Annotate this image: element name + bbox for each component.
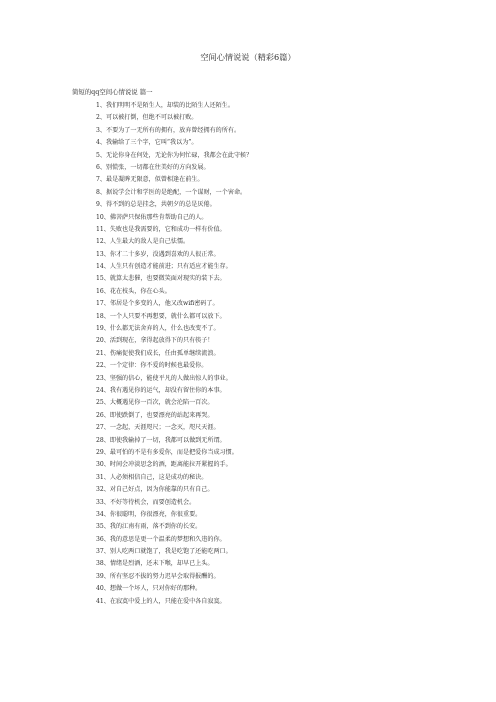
list-item: 29、最可怕的不是有多爱你，而是把爱你当成习惯。 <box>96 448 238 456</box>
list-item: 7、最是凝眸无限意，似曾相逢在前生。 <box>96 176 204 184</box>
list-item: 41、在寂寞中爱上的人，只能在爱中各自寂寞。 <box>96 597 226 605</box>
list-item: 14、人生只有创造才能前进；只有适应才能生存。 <box>96 263 232 271</box>
list-item: 27、一念起，天涯咫尺；一念灭，咫尺天涯。 <box>96 424 220 432</box>
list-item: 20、活到现在，拿得起放得下的只有筷子！ <box>96 337 214 345</box>
section-heading: 简短的qq空间心情说说 篇一 <box>72 88 153 96</box>
list-item: 4、我输给了三个字，它叫“我以为”。 <box>96 139 198 147</box>
list-item: 37、别人吃两口就饱了，我是吃饱了还能吃两口。 <box>96 548 232 556</box>
list-item: 15、就算太悲催，也要微笑面对现实的装下去。 <box>96 275 226 283</box>
list-item: 13、你才二十多岁，没遇到喜欢的人很正常。 <box>96 250 220 258</box>
list-item: 22、一个定律：你不爱的时候也最爱你。 <box>96 362 208 370</box>
list-item: 23、坚强的信心，能使平凡的人做出惊人的事业。 <box>96 374 232 382</box>
list-item: 31、人必须相信自己，这是成功的秘诀。 <box>96 473 208 481</box>
list-item: 17、邻居是个多变的人，他又改wifi密码了。 <box>96 300 219 308</box>
list-item: 5、无论你身在何处，无论你为何忙碌，我都会在此守候？ <box>96 151 253 159</box>
list-item: 36、我的意思是更一个温柔的梦想和久违的你。 <box>96 535 226 543</box>
list-item: 3、不要为了一无所有的拥有，放弃曾经拥有的所有。 <box>96 126 241 134</box>
list-item: 18、一个人只要不再想要，就什么都可以放下。 <box>96 312 226 320</box>
list-item: 38、情绪是烈酒，还未下喉，却早已上头。 <box>96 560 214 568</box>
list-item: 10、佛菩萨只保佑那些肯帮助自己的人。 <box>96 213 208 221</box>
list-item: 11、失败也是我需要的，它和成功一样有价值。 <box>96 225 226 233</box>
list-item: 2、可以被打倒，但绝不可以被打败。 <box>96 114 198 122</box>
quote-list <box>96 100 252 608</box>
list-item: 24、我有遇见你的运气，却没有留住你的本事。 <box>96 386 226 394</box>
list-item: 21、伤痛促使我们成长，任由孤单继续流浪。 <box>96 349 220 357</box>
list-item: 19、什么都无法舍弃的人，什么也改变不了。 <box>96 325 220 333</box>
list-item: 32、对自己好点，因为你能靠的只有自己。 <box>96 486 214 494</box>
list-item: 26、即使跌倒了，也要漂亮的站起来再哭。 <box>96 411 214 419</box>
list-item: 25、大概遇见你一百次，就会沦陷一百次。 <box>96 399 214 407</box>
list-item: 8、据说学会计和学医的是绝配，一个谋财，一个害命。 <box>96 188 247 196</box>
list-item: 6、别慌张，一切都在往美好的方向发展。 <box>96 163 210 171</box>
list-item: 34、你很聪明，你很漂亮，你很重要。 <box>96 510 202 518</box>
list-item: 9、得不到的总是挂念，共朝夕的总是厌倦。 <box>96 201 216 209</box>
list-item: 12、人生最大的敌人是自己怯懦。 <box>96 238 190 246</box>
list-item: 33、不好等待机会，而要创造机会。 <box>96 498 196 506</box>
document-title: 空间心情说说（精彩6篇） <box>200 52 296 62</box>
list-item: 40、想做一个坏人，只对你好的那种。 <box>96 585 202 593</box>
list-item: 35、我的江南有雨，落不到你的长安。 <box>96 523 202 531</box>
list-item: 1、我们明明不是陌生人，却装的比陌生人还陌生。 <box>96 102 234 109</box>
list-item: 16、花在枝头，你在心头。 <box>96 287 171 295</box>
list-item: 30、时间会冲淡思念的酒，距离能拉开紧握的手。 <box>96 461 232 469</box>
list-item: 39、所有坚忍不拔的努力迟早会取得报酬的。 <box>96 572 220 580</box>
list-item: 28、即使我输掉了一切，我都可以做到无所谓。 <box>96 436 226 444</box>
